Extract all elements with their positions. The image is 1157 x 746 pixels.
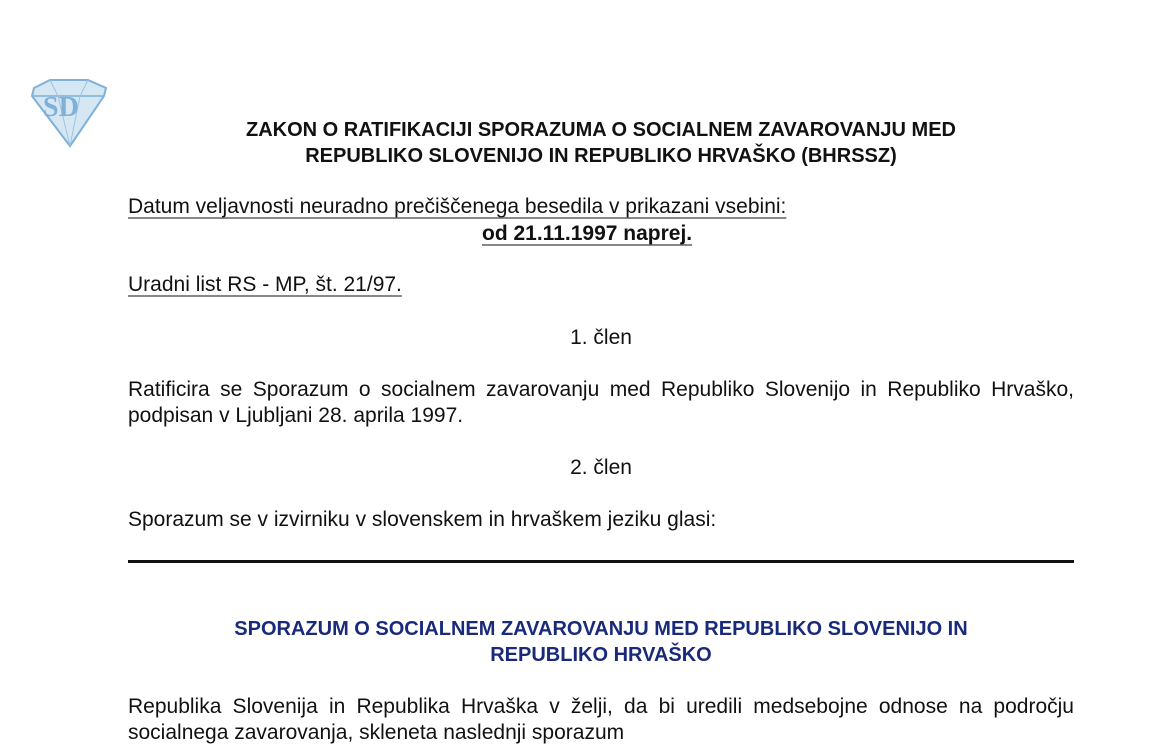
agreement-intro-text: Republika Slovenija in Republika Hrvaška v želji, da bi uredili medsebojne odnose na področju socialnega zavarovanja, skleneta naslednji sporazum <box>128 695 1074 744</box>
article-1-text: Ratificira se Sporazum o socialnem zavarovanju med Republiko Slovenijo in Republiko Hrvaško, podpisan v Ljubljani 28. aprila 1997. <box>128 378 1074 427</box>
validity-date-value: od 21.11.1997 naprej. <box>482 222 693 245</box>
article-2-text: Sporazum se v izvirniku v slovenskem in hrvaškem jeziku glasi: <box>128 508 717 531</box>
validity-date-label: Datum veljavnosti neuradno prečiščenega besedila v prikazani vsebini: <box>128 195 787 218</box>
article-2-heading: 2. člen <box>570 456 632 479</box>
agreement-title-line-1: SPORAZUM O SOCIALNEM ZAVAROVANJU MED REPUBLIKO SLOVENIJO IN <box>234 618 968 640</box>
diamond-logo-icon <box>26 78 112 150</box>
document-title-line-1: ZAKON O RATIFIKACIJI SPORAZUMA O SOCIALNEM ZAVAROVANJU MED <box>246 119 956 141</box>
official-gazette-reference: Uradni list RS - MP, št. 21/97. <box>128 273 402 296</box>
logo-text: SD <box>43 92 79 123</box>
section-divider <box>128 560 1074 563</box>
article-1-heading: 1. člen <box>570 326 632 349</box>
document-title-line-2: REPUBLIKO SLOVENIJO IN REPUBLIKO HRVAŠKO (BHRSSZ) <box>305 145 897 167</box>
agreement-title-line-2: REPUBLIKO HRVAŠKO <box>490 644 712 666</box>
